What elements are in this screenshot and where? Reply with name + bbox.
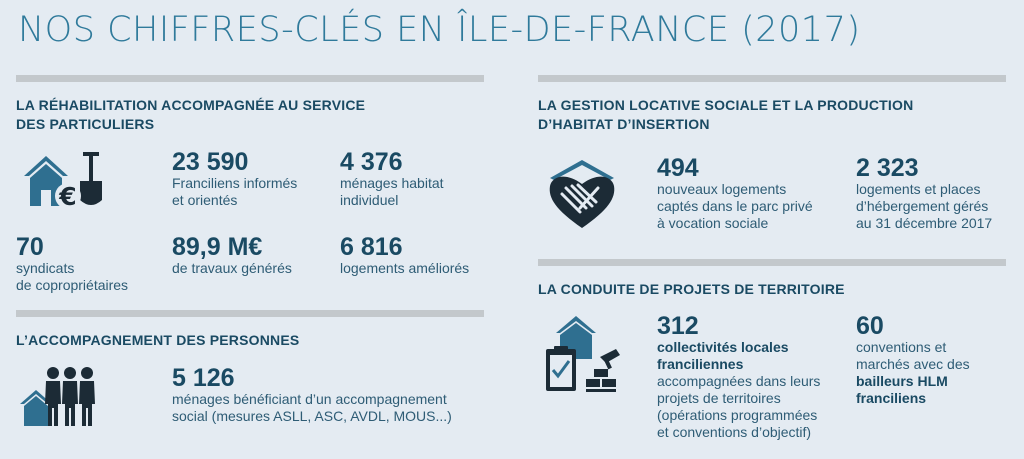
stat-collectivites — [657, 313, 820, 441]
section-divider — [538, 259, 1006, 266]
stat-value: 89,9 M€ — [172, 233, 263, 261]
stat-value: 5 126 — [172, 364, 235, 392]
stat-label: syndicats de copropriétaires — [16, 260, 129, 293]
stat-logements-ameliores — [340, 234, 469, 277]
svg-text:€: € — [59, 182, 77, 211]
page-title: NOS CHIFFRES-CLÉS EN ÎLE-DE-FRANCE (2017) — [18, 10, 861, 50]
stat-label: logements améliorés — [340, 260, 470, 276]
stat-value: 6 816 — [340, 233, 403, 261]
stat-value: 494 — [657, 154, 699, 182]
stat-travaux — [172, 234, 292, 277]
stat-label: de travaux générés — [172, 260, 292, 276]
stat-value: 60 — [856, 312, 884, 340]
stat-syndicats — [16, 234, 128, 294]
stat-value: 312 — [657, 312, 699, 340]
section-title-gestion-locative: LA GESTION LOCATIVE SOCIALE ET LA PRODUCTION D’HABITAT D’INSERTION — [538, 97, 914, 132]
stat-label: collectivités locales franciliennes accompagnées dans leurs projets de territoires (opérations programmées et conventions d’objectif) — [657, 339, 821, 440]
house-clipboard-bricks-icon — [542, 313, 626, 397]
stat-label: Franciliens informés et orientés — [172, 175, 298, 208]
stat-label: logements et places d’hébergement gérés au 31 décembre 2017 — [856, 181, 993, 231]
section-divider — [16, 75, 484, 82]
stat-label: conventions et marchés avec des bailleurs HLM franciliens — [856, 339, 970, 406]
house-people-icon — [18, 364, 104, 430]
stat-value: 23 590 — [172, 148, 249, 176]
section-title-projets-territoire: LA CONDUITE DE PROJETS DE TERRITOIRE — [538, 281, 845, 297]
section-title-rehabilitation: LA RÉHABILITATION ACCOMPAGNÉE AU SERVICE DES PARTICULIERS — [16, 97, 366, 132]
stat-value: 4 376 — [340, 148, 403, 176]
house-heart-hands-icon — [546, 158, 618, 232]
stat-accompagnement-social — [172, 365, 452, 425]
section-divider — [538, 75, 1006, 82]
stat-label: ménages bénéficiant d’un accompagnement social (mesures ASLL, ASC, AVDL, MOUS...) — [172, 391, 452, 424]
stat-value: 70 — [16, 233, 44, 261]
house-euro-shovel-icon — [20, 150, 108, 214]
stat-franciliens-informes — [172, 149, 297, 209]
stat-label: nouveaux logements captés dans le parc privé à vocation sociale — [657, 181, 813, 231]
stat-value: 2 323 — [856, 154, 919, 182]
stat-conventions — [856, 313, 970, 407]
stat-nouveaux-logements — [657, 155, 813, 232]
section-divider — [16, 310, 484, 317]
stat-logements-places — [856, 155, 992, 232]
stat-menages-habitat — [340, 149, 444, 209]
stat-label: ménages habitat individuel — [340, 175, 444, 208]
section-title-accompagnement: L’ACCOMPAGNEMENT DES PERSONNES — [16, 332, 300, 348]
